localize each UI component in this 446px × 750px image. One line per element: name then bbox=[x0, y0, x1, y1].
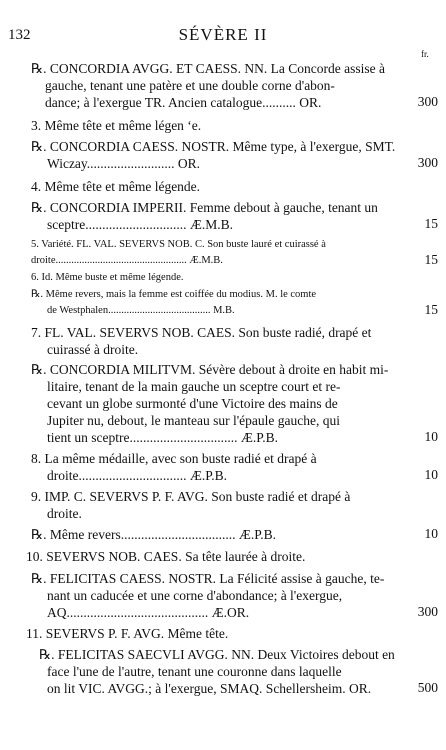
entry-line: sceptre.............................. Æ.M.B. bbox=[47, 217, 233, 232]
entry-line: face l'une de l'autre, tenant une couronne dans laquelle bbox=[47, 664, 342, 679]
entry-line: droite. bbox=[47, 506, 82, 521]
entry-line: 5. Variété. FL. VAL. SEVERVS NOB. C. Son buste lauré et cuirassé à bbox=[31, 239, 326, 250]
price-value: 300 bbox=[417, 94, 438, 109]
entry-line: ℞. Même revers.................................. Æ.P.B. bbox=[31, 527, 276, 542]
entry-line: AQ.......................................... Æ.OR. bbox=[47, 605, 250, 620]
entry-line: ℞. FELICITAS CAESS. NOSTR. La Félicité assise à gauche, te- bbox=[31, 571, 385, 586]
running-header: SÉVÈRE II bbox=[178, 25, 268, 44]
price-value: 500 bbox=[417, 680, 438, 695]
entry-line: ℞. CONCORDIA MILITVM. Sévère debout à droite en habit mi- bbox=[31, 362, 389, 377]
entry-line: ℞. CONCORDIA AVGG. ET CAESS. NN. La Concorde assise à bbox=[31, 61, 385, 76]
entry-line: 6. Id. Même buste et même légende. bbox=[31, 272, 184, 283]
price-value: 15 bbox=[424, 302, 438, 317]
entry-line: Wiczay.......................... OR. bbox=[47, 156, 201, 171]
entry-line: cuirassé à droite. bbox=[47, 342, 139, 357]
column-label: fr. bbox=[421, 49, 429, 59]
price-value: 15 bbox=[424, 252, 438, 267]
price-value: 300 bbox=[417, 604, 438, 619]
price-value: 10 bbox=[424, 429, 438, 444]
price-value: 10 bbox=[424, 467, 438, 482]
entry-line: ℞. Même revers, mais la femme est coiffée du modius. M. le comte bbox=[31, 289, 317, 300]
entry-line: 3. Même tête et même légen ‘e. bbox=[31, 118, 202, 133]
entry-line: 11. SEVERVS P. F. AVG. Même tête. bbox=[26, 626, 229, 641]
entry-line: droite................................ Æ.P.B. bbox=[47, 468, 228, 483]
entry-line: ℞. FELICITAS SAECVLI AVGG. NN. Deux Victoires debout en bbox=[39, 647, 395, 662]
entry-line: 9. IMP. C. SEVERVS P. F. AVG. Son buste radié et drapé à bbox=[31, 489, 351, 504]
entry-line: cevant un globe surmonté d'une Victoire des mains de bbox=[47, 396, 338, 411]
price-value: 10 bbox=[424, 526, 438, 541]
entry-line: ℞. CONCORDIA CAESS. NOSTR. Même type, à l'exergue, SMT. bbox=[31, 139, 396, 154]
entry-line: nant un caducée et une corne d'abondance; à l'exergue, bbox=[47, 588, 343, 603]
entry-line: litaire, tenant de la main gauche un sceptre court et re- bbox=[47, 379, 341, 394]
entry-line: 7. FL. VAL. SEVERVS NOB. CAES. Son buste radié, drapé et bbox=[31, 325, 372, 340]
price-value: 300 bbox=[417, 155, 438, 170]
entry-line: dance; à l'exergue TR. Ancien catalogue.......... OR. bbox=[45, 95, 322, 110]
page-number: 132 bbox=[8, 27, 31, 43]
entry-line: droite.................................................. Æ.M.B. bbox=[31, 255, 223, 266]
entry-line: de Westphalen....................................... M.B. bbox=[47, 305, 235, 316]
entry-line: 10. SEVERVS NOB. CAES. Sa tête laurée à droite. bbox=[26, 549, 306, 564]
entry-line: on lit VIC. AVGG.; à l'exergue, SMAQ. Schellersheim. OR. bbox=[47, 681, 372, 696]
entry-line: Jupiter nu, debout, le manteau sur l'épaule gauche, qui bbox=[47, 413, 340, 428]
price-value: 15 bbox=[424, 216, 438, 231]
entry-line: gauche, tenant une patère et une double corne d'abon- bbox=[45, 78, 335, 93]
entry-line: 8. La même médaille, avec son buste radié et drapé à bbox=[31, 451, 317, 466]
entry-line: ℞. CONCORDIA IMPERII. Femme debout à gauche, tenant un bbox=[31, 200, 378, 215]
entry-line: 4. Même tête et même légende. bbox=[31, 179, 201, 194]
entry-line: tient un sceptre................................ Æ.P.B. bbox=[47, 430, 278, 445]
